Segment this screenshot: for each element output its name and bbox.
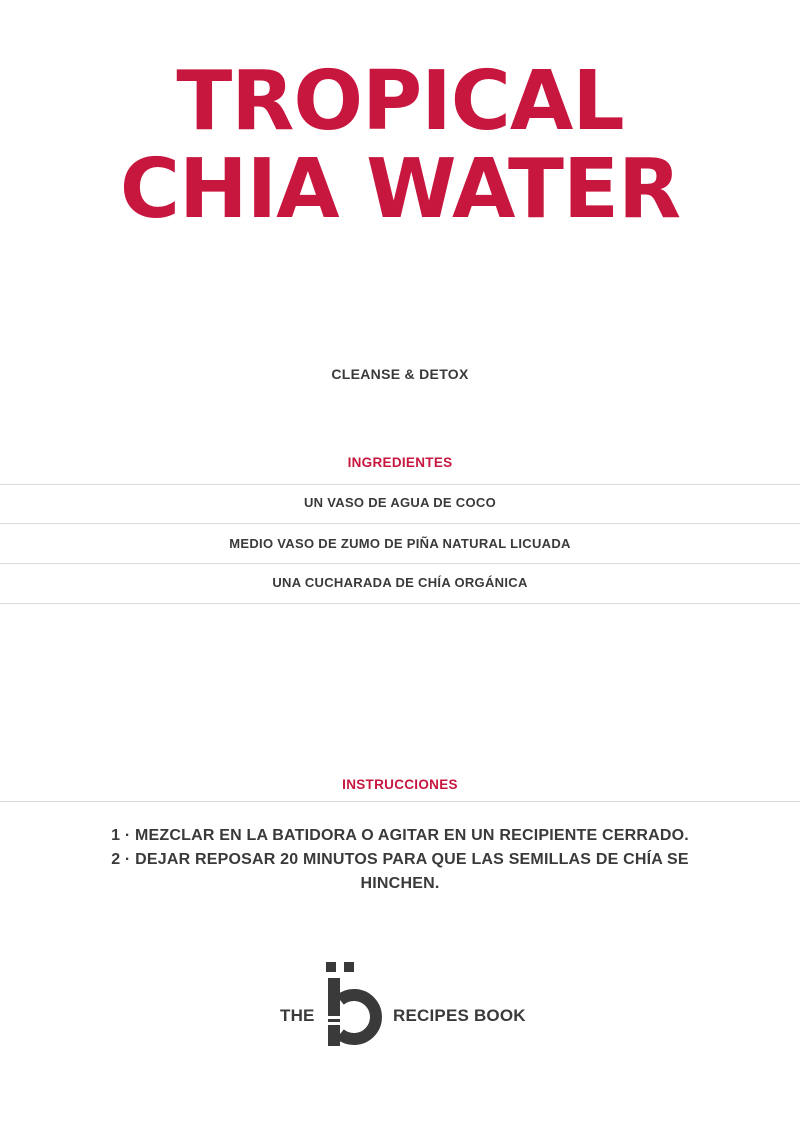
instruction-step: 1 · MEZCLAR EN LA BATIDORA O AGITAR EN UN RECIPIENTE CERRADO. [111, 827, 689, 844]
divider [0, 563, 800, 564]
recipe-title-line-2: CHIA WATER [119, 142, 681, 237]
divider [0, 523, 800, 524]
recipe-title [0, 54, 800, 237]
recipe-subtitle: CLEANSE & DETOX [331, 366, 469, 382]
ingredient-item: UN VASO DE AGUA DE COCO [303, 495, 497, 510]
ingredient-item: MEDIO VASO DE ZUMO DE PIÑA NATURAL LICUADA [229, 536, 571, 551]
instructions-steps [90, 824, 710, 896]
recipe-title-line-1: TROPICAL [176, 54, 624, 149]
brand-text-left: THE [280, 1006, 315, 1025]
zigzag-pattern-band-middle [0, 604, 800, 764]
instructions-heading: INSTRUCCIONES [342, 777, 458, 792]
ingredient-item: UNA CUCHARADA DE CHÍA ORGÁNICA [272, 575, 528, 590]
ingredients-heading: INGREDIENTES [347, 455, 453, 470]
divider [0, 801, 800, 802]
divider [0, 484, 800, 485]
b-umlaut-logo-icon [322, 960, 388, 1048]
brand-text-right: RECIPES BOOK [393, 1006, 526, 1025]
instruction-step: 2 · DEJAR REPOSAR 20 MINUTOS PARA QUE LAS SEMILLAS DE CHÍA SE HINCHEN. [111, 851, 689, 892]
